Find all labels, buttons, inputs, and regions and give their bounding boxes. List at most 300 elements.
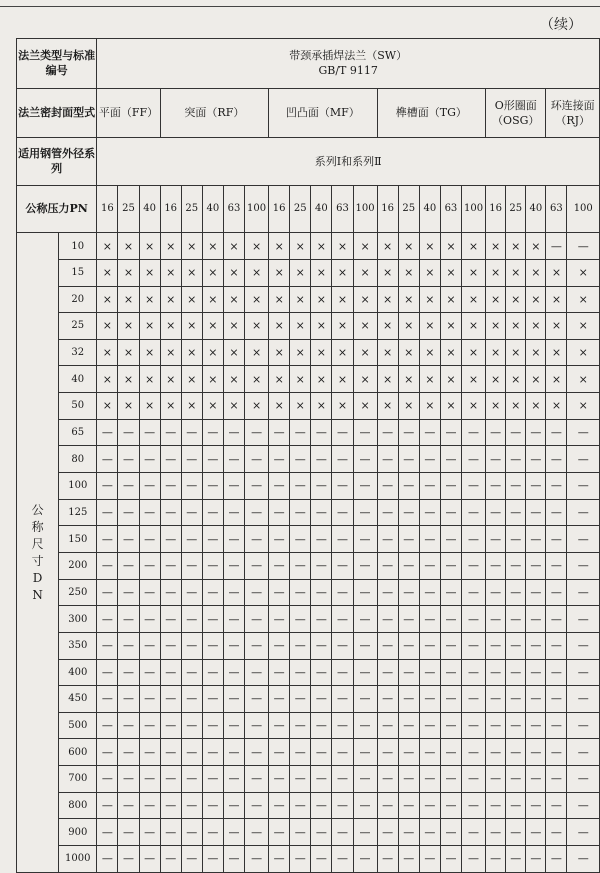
table-cell: — <box>139 499 160 526</box>
table-cell: — <box>506 473 526 500</box>
table-cell: — <box>440 686 461 713</box>
table-cell: — <box>202 659 223 686</box>
table-cell: × <box>398 366 419 393</box>
pipe-series-label: 适用钢管外径系列 <box>17 138 97 186</box>
table-cell: — <box>245 686 269 713</box>
table-cell: × <box>377 286 398 313</box>
table-cell: — <box>486 419 506 446</box>
table-cell: — <box>97 686 118 713</box>
table-cell: — <box>332 473 353 500</box>
table-cell: — <box>160 552 181 579</box>
table-cell: — <box>290 686 311 713</box>
table-cell: × <box>398 313 419 340</box>
table-cell: — <box>269 792 290 819</box>
table-cell: — <box>567 819 600 846</box>
dn-value: 10 <box>59 233 97 260</box>
table-cell: — <box>269 446 290 473</box>
table-cell: — <box>311 792 332 819</box>
table-cell: × <box>440 393 461 420</box>
table-row <box>17 579 600 606</box>
table-cell: — <box>311 632 332 659</box>
table-cell: — <box>377 712 398 739</box>
table-cell: — <box>311 766 332 793</box>
table-cell: — <box>118 792 139 819</box>
table-cell: × <box>223 259 244 286</box>
table-cell: — <box>419 739 440 766</box>
table-cell: × <box>353 366 377 393</box>
table-cell: — <box>118 739 139 766</box>
table-cell: × <box>160 366 181 393</box>
table-cell: — <box>440 766 461 793</box>
table-cell: — <box>526 766 546 793</box>
table-cell: — <box>526 686 546 713</box>
table-cell: — <box>160 712 181 739</box>
table-cell: — <box>486 712 506 739</box>
table-cell: × <box>181 339 202 366</box>
table-cell: — <box>398 819 419 846</box>
table-cell: — <box>139 845 160 872</box>
table-cell: — <box>546 739 567 766</box>
table-cell: × <box>353 233 377 260</box>
pn-value: 100 <box>461 185 485 233</box>
table-cell: × <box>377 259 398 286</box>
table-cell: — <box>245 739 269 766</box>
pn-value: 100 <box>353 185 377 233</box>
table-cell: — <box>181 739 202 766</box>
table-cell: — <box>526 446 546 473</box>
pn-value: 100 <box>567 185 600 233</box>
table-cell: × <box>398 233 419 260</box>
table-cell: — <box>486 659 506 686</box>
face-rj: 环连接面（RJ） <box>546 88 600 138</box>
table-cell: — <box>269 739 290 766</box>
table-cell: — <box>269 659 290 686</box>
table-cell: — <box>419 446 440 473</box>
table-cell: — <box>440 499 461 526</box>
top-rule <box>0 6 600 7</box>
table-cell: × <box>486 313 506 340</box>
dn-value: 65 <box>59 419 97 446</box>
table-row <box>17 686 600 713</box>
dn-value: 50 <box>59 393 97 420</box>
table-cell: × <box>419 339 440 366</box>
table-cell: — <box>202 792 223 819</box>
table-cell: — <box>398 446 419 473</box>
table-cell: — <box>139 473 160 500</box>
table-cell: — <box>332 686 353 713</box>
dn-value: 450 <box>59 686 97 713</box>
table-cell: — <box>546 632 567 659</box>
table-cell: — <box>353 446 377 473</box>
table-cell: × <box>353 393 377 420</box>
table-cell: — <box>419 499 440 526</box>
table-cell: × <box>419 393 440 420</box>
table-cell: — <box>353 526 377 553</box>
flange-type-std: GB/T 9117 <box>318 64 378 78</box>
table-cell: — <box>245 845 269 872</box>
table-cell: — <box>546 473 567 500</box>
table-cell: × <box>546 286 567 313</box>
table-cell: — <box>160 606 181 633</box>
table-cell: × <box>97 286 118 313</box>
table-cell: — <box>440 606 461 633</box>
table-cell: — <box>269 526 290 553</box>
table-cell: — <box>97 606 118 633</box>
table-cell: × <box>546 339 567 366</box>
table-cell: × <box>118 366 139 393</box>
table-cell: × <box>506 393 526 420</box>
table-cell: — <box>419 606 440 633</box>
pn-value: 40 <box>419 185 440 233</box>
table-row <box>17 499 600 526</box>
table-cell: — <box>461 419 485 446</box>
table-cell: — <box>419 659 440 686</box>
table-cell: — <box>160 739 181 766</box>
table-cell: — <box>139 632 160 659</box>
table-cell: — <box>506 526 526 553</box>
table-cell: × <box>97 366 118 393</box>
table-cell: — <box>353 579 377 606</box>
table-cell: × <box>461 313 485 340</box>
table-cell: × <box>223 393 244 420</box>
table-cell: — <box>97 419 118 446</box>
table-cell: — <box>461 526 485 553</box>
table-cell: — <box>97 499 118 526</box>
table-cell: — <box>290 419 311 446</box>
table-cell: — <box>440 473 461 500</box>
table-cell: — <box>181 766 202 793</box>
table-cell: — <box>160 686 181 713</box>
table-cell: — <box>506 552 526 579</box>
table-cell: — <box>546 659 567 686</box>
table-cell: × <box>97 339 118 366</box>
table-cell: × <box>526 259 546 286</box>
table-cell: — <box>526 526 546 553</box>
table-cell: — <box>419 686 440 713</box>
table-cell: — <box>181 473 202 500</box>
header-row-type <box>17 39 600 89</box>
pn-value: 63 <box>546 185 567 233</box>
table-row <box>17 766 600 793</box>
table-cell: — <box>311 579 332 606</box>
table-cell: — <box>97 579 118 606</box>
table-cell: — <box>181 579 202 606</box>
table-cell: — <box>290 473 311 500</box>
dn-value: 32 <box>59 339 97 366</box>
table-cell: × <box>311 366 332 393</box>
table-row <box>17 819 600 846</box>
table-cell: — <box>223 766 244 793</box>
table-cell: × <box>377 233 398 260</box>
table-cell: — <box>461 606 485 633</box>
table-cell: — <box>567 792 600 819</box>
pipe-series-value: 系列Ⅰ和系列Ⅱ <box>97 138 600 186</box>
table-cell: — <box>223 499 244 526</box>
table-cell: — <box>353 659 377 686</box>
table-cell: — <box>377 766 398 793</box>
table-cell: — <box>567 659 600 686</box>
table-cell: × <box>332 233 353 260</box>
table-cell: × <box>526 339 546 366</box>
table-cell: — <box>139 419 160 446</box>
table-cell: — <box>440 526 461 553</box>
table-cell: — <box>506 659 526 686</box>
table-cell: — <box>461 845 485 872</box>
table-cell: — <box>245 499 269 526</box>
table-cell: — <box>526 552 546 579</box>
table-cell: — <box>139 686 160 713</box>
table-cell: — <box>202 712 223 739</box>
table-cell: — <box>526 473 546 500</box>
table-cell: × <box>311 339 332 366</box>
table-cell: — <box>223 819 244 846</box>
table-cell: — <box>181 526 202 553</box>
table-cell: — <box>461 499 485 526</box>
table-cell: × <box>486 339 506 366</box>
table-cell: — <box>546 686 567 713</box>
table-cell: — <box>506 419 526 446</box>
table-cell: — <box>311 606 332 633</box>
table-row <box>17 845 600 872</box>
table-cell: — <box>419 473 440 500</box>
table-cell: × <box>486 233 506 260</box>
table-cell: × <box>97 313 118 340</box>
table-cell: — <box>486 766 506 793</box>
table-cell: — <box>139 766 160 793</box>
table-cell: — <box>440 579 461 606</box>
table-cell: × <box>139 233 160 260</box>
table-cell: — <box>526 579 546 606</box>
table-cell: × <box>245 366 269 393</box>
table-cell: — <box>526 819 546 846</box>
table-cell: — <box>546 552 567 579</box>
table-cell: — <box>290 819 311 846</box>
pn-value: 40 <box>526 185 546 233</box>
header-row-faces <box>17 88 600 138</box>
table-cell: — <box>202 845 223 872</box>
table-cell: — <box>546 499 567 526</box>
table-cell: × <box>526 233 546 260</box>
table-cell: — <box>461 446 485 473</box>
table-cell: — <box>160 499 181 526</box>
pn-value: 40 <box>139 185 160 233</box>
table-cell: — <box>223 845 244 872</box>
table-cell: — <box>290 526 311 553</box>
table-cell: — <box>461 579 485 606</box>
table-cell: × <box>202 366 223 393</box>
table-cell: — <box>567 766 600 793</box>
table-cell: × <box>118 259 139 286</box>
table-cell: — <box>269 686 290 713</box>
table-cell: — <box>526 499 546 526</box>
table-cell: — <box>461 552 485 579</box>
table-cell: — <box>160 819 181 846</box>
pn-value: 25 <box>290 185 311 233</box>
table-cell: × <box>290 339 311 366</box>
table-cell: — <box>486 819 506 846</box>
table-cell: — <box>290 739 311 766</box>
dn-label <box>17 233 59 873</box>
table-cell: — <box>245 792 269 819</box>
table-cell: — <box>506 579 526 606</box>
table-cell: — <box>506 766 526 793</box>
table-cell: — <box>486 579 506 606</box>
table-cell: — <box>202 419 223 446</box>
table-cell: × <box>506 259 526 286</box>
table-cell: — <box>353 686 377 713</box>
table-cell: — <box>223 526 244 553</box>
table-cell: — <box>461 792 485 819</box>
table-cell: × <box>546 366 567 393</box>
table-cell: — <box>332 712 353 739</box>
table-cell: — <box>486 446 506 473</box>
table-cell: × <box>181 366 202 393</box>
table-cell: — <box>419 712 440 739</box>
table-cell: × <box>118 313 139 340</box>
table-cell: — <box>223 446 244 473</box>
dn-value: 25 <box>59 313 97 340</box>
table-cell: — <box>486 792 506 819</box>
table-cell: — <box>461 739 485 766</box>
table-cell: — <box>506 632 526 659</box>
table-cell: — <box>506 686 526 713</box>
table-cell: — <box>546 792 567 819</box>
table-cell: — <box>398 766 419 793</box>
table-cell: × <box>223 233 244 260</box>
table-cell: — <box>332 739 353 766</box>
table-cell: — <box>440 632 461 659</box>
table-cell: × <box>139 393 160 420</box>
table-cell: — <box>181 446 202 473</box>
table-cell: — <box>269 766 290 793</box>
dn-value: 125 <box>59 499 97 526</box>
table-cell: — <box>506 845 526 872</box>
table-cell: — <box>486 526 506 553</box>
dn-value: 600 <box>59 739 97 766</box>
table-cell: × <box>290 366 311 393</box>
table-cell: × <box>160 259 181 286</box>
table-cell: — <box>118 659 139 686</box>
dn-value: 800 <box>59 792 97 819</box>
table-cell: — <box>311 473 332 500</box>
table-cell: × <box>290 259 311 286</box>
table-cell: × <box>419 259 440 286</box>
table-cell: — <box>139 552 160 579</box>
table-row <box>17 366 600 393</box>
table-cell: × <box>269 393 290 420</box>
table-cell: × <box>353 313 377 340</box>
table-cell: — <box>202 526 223 553</box>
table-cell: — <box>567 233 600 260</box>
pn-value: 16 <box>377 185 398 233</box>
pn-value: 25 <box>118 185 139 233</box>
table-cell: × <box>567 366 600 393</box>
table-cell: — <box>181 499 202 526</box>
table-cell: — <box>245 419 269 446</box>
dn-value: 100 <box>59 473 97 500</box>
table-cell: — <box>181 419 202 446</box>
table-cell: — <box>290 712 311 739</box>
table-cell: — <box>353 739 377 766</box>
table-cell: — <box>377 845 398 872</box>
table-cell: — <box>486 499 506 526</box>
table-cell: — <box>567 552 600 579</box>
table-cell: — <box>202 819 223 846</box>
table-cell: — <box>139 792 160 819</box>
table-cell: × <box>440 339 461 366</box>
table-cell: × <box>567 259 600 286</box>
table-cell: — <box>398 579 419 606</box>
table-cell: — <box>181 606 202 633</box>
table-cell: × <box>181 313 202 340</box>
table-cell: — <box>567 579 600 606</box>
face-osg: O形圈面（OSG） <box>486 88 546 138</box>
table-cell: — <box>377 579 398 606</box>
table-cell: — <box>223 552 244 579</box>
table-cell: — <box>419 552 440 579</box>
table-cell: — <box>526 606 546 633</box>
table-cell: — <box>377 792 398 819</box>
table-cell: × <box>332 313 353 340</box>
table-cell: — <box>202 579 223 606</box>
table-cell: × <box>181 393 202 420</box>
table-cell: — <box>353 792 377 819</box>
table-cell: × <box>139 286 160 313</box>
face-rf: 突面（RF） <box>160 88 268 138</box>
table-cell: × <box>245 393 269 420</box>
table-cell: × <box>139 339 160 366</box>
table-cell: — <box>202 473 223 500</box>
table-cell: — <box>526 632 546 659</box>
pn-value: 63 <box>332 185 353 233</box>
table-cell: — <box>181 659 202 686</box>
table-cell: — <box>118 499 139 526</box>
table-cell: × <box>160 339 181 366</box>
table-cell: × <box>160 286 181 313</box>
table-cell: — <box>461 766 485 793</box>
table-cell: — <box>353 499 377 526</box>
table-cell: — <box>398 473 419 500</box>
table-row <box>17 473 600 500</box>
table-cell: — <box>290 659 311 686</box>
table-cell: — <box>440 819 461 846</box>
table-cell: — <box>506 606 526 633</box>
table-cell: × <box>181 286 202 313</box>
table-cell: × <box>461 286 485 313</box>
table-cell: × <box>526 286 546 313</box>
table-cell: × <box>118 339 139 366</box>
flange-type-title: 带颈承插焊法兰（SW） <box>289 49 408 63</box>
table-cell: — <box>290 792 311 819</box>
table-cell: — <box>223 712 244 739</box>
table-row <box>17 419 600 446</box>
table-cell: — <box>118 712 139 739</box>
table-cell: × <box>440 286 461 313</box>
table-cell: — <box>139 579 160 606</box>
table-cell: — <box>526 845 546 872</box>
table-cell: — <box>377 499 398 526</box>
table-cell: × <box>245 259 269 286</box>
table-cell: — <box>97 766 118 793</box>
table-cell: — <box>160 419 181 446</box>
table-cell: × <box>506 366 526 393</box>
table-cell: — <box>97 792 118 819</box>
flange-type-label: 法兰类型与标准编号 <box>17 39 97 89</box>
table-cell: — <box>398 552 419 579</box>
table-cell: — <box>332 552 353 579</box>
table-cell: — <box>118 845 139 872</box>
table-cell: × <box>398 393 419 420</box>
